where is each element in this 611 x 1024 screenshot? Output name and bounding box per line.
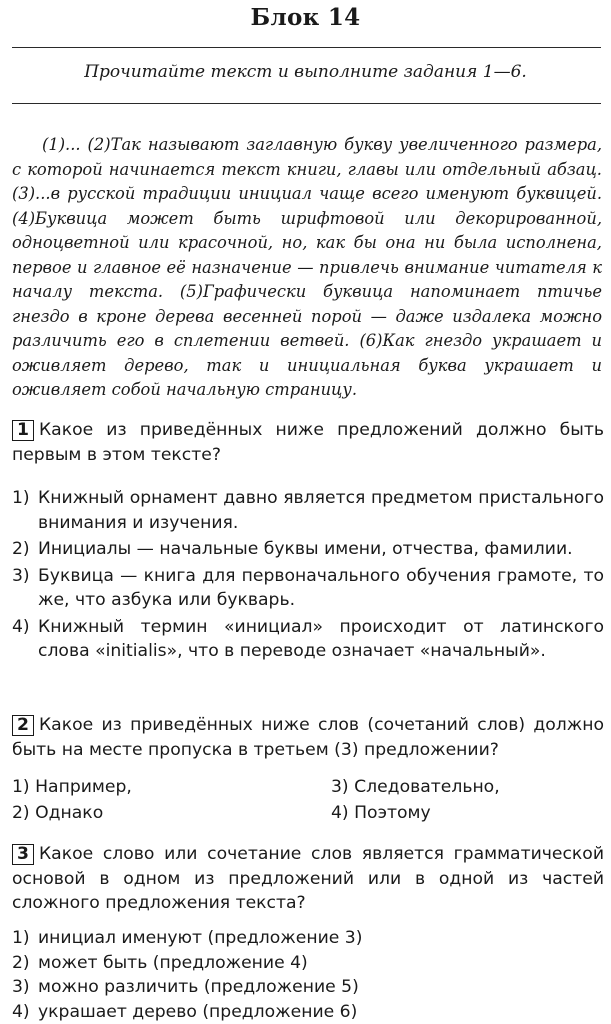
option-text: Книжный орнамент давно является предметом пристального внимания и изучения. [38, 488, 604, 533]
option-text: Инициалы — начальные буквы имени, отчества, фамилии. [38, 539, 573, 559]
task-3-option-3 [12, 975, 604, 1000]
option-text: Следовательно, [354, 777, 500, 797]
option-text: инициал именуют (предложение 3) [38, 928, 363, 948]
task-2-question-text: Какое из приведённых ниже слов (сочетаний слов) должно быть на месте пропуска в третьем (3) предложении? [12, 715, 604, 760]
task-3-option-2 [12, 951, 604, 976]
task-2-option-4 [331, 800, 604, 826]
task-1-question [12, 418, 604, 467]
task-2-number: 2 [12, 715, 34, 736]
option-number: 2) [12, 952, 30, 973]
option-text: Поэтому [354, 803, 431, 823]
task-1-option-3 [12, 564, 604, 613]
option-number: 1) [12, 488, 30, 508]
task-1-option-4 [12, 615, 604, 664]
task-2-question [12, 713, 604, 762]
task-1-option-1 [12, 486, 604, 535]
task-2-option-3 [331, 774, 604, 800]
task-1-number: 1 [12, 420, 34, 441]
option-text: Буквица — книга для первоначального обучения грамоте, то же, что азбука или букварь. [38, 565, 604, 610]
option-number: 2) [12, 539, 30, 559]
task-2-option-1 [12, 774, 331, 800]
option-text: Книжный термин «инициал» происходит от латинского слова «initialis», что в переводе означает «начальный». [38, 616, 604, 661]
option-number: 1) [12, 928, 30, 948]
instruction-text: Прочитайте текст и выполните задания 1—6. [84, 62, 527, 82]
option-number: 3) [331, 777, 349, 797]
task-1-options [12, 486, 604, 666]
option-number: 3) [12, 977, 30, 997]
task-3-option-4 [12, 1000, 604, 1024]
option-number: 4) [331, 803, 349, 823]
task-3-question-text: Какое слово или сочетание слов является грамматической основой в одном из предложений или в одной из частей сложного предложения текста? [12, 844, 604, 913]
block-title: Блок 14 [250, 4, 361, 31]
bottom-divider [12, 103, 601, 104]
option-text: украшает дерево (предложение 6) [38, 1001, 358, 1022]
option-number: 1) [12, 777, 30, 797]
option-text: Однако [35, 803, 104, 823]
reading-passage: (1)... (2)Так называют заглавную букву увеличенного размера, с которой начинается текст книги, главы или отдельный абзац. (3)...в русской традиции инициал чаще всего именуют буквицей. (4)Буквица может быть шрифтовой или декорированной, одноцветной или красочной, но, как бы она ни была исполнена, первое и главное её назначение — привлечь внимание читателя к началу текста. (5)Графически буквица напоминает птичье гнездо в кроне дерева весенней порой — даже издалека можно различить его в сплетении ветвей. (6)Как гнездо украшает и оживляет дерево, так и инициальная буква украшает и оживляет собой начальную страницу. [12, 135, 602, 399]
top-divider [12, 47, 601, 48]
task-3-number: 3 [12, 844, 34, 865]
task-1-question-text: Какое из приведённых ниже предложений должно быть первым в этом тексте? [12, 420, 604, 465]
option-text: Например, [35, 777, 132, 797]
option-number: 4) [12, 1001, 30, 1022]
task-2-options [12, 774, 604, 826]
option-text: может быть (предложение 4) [38, 952, 308, 973]
task-2-option-2 [12, 800, 331, 826]
task-3-option-1 [12, 926, 604, 951]
task-1-option-2 [12, 537, 604, 562]
task-3-options [12, 926, 604, 1024]
option-text: можно различить (предложение 5) [38, 977, 359, 997]
task-3-question [12, 842, 604, 916]
option-number: 2) [12, 803, 30, 823]
option-number: 4) [12, 616, 30, 637]
option-number: 3) [12, 565, 30, 586]
